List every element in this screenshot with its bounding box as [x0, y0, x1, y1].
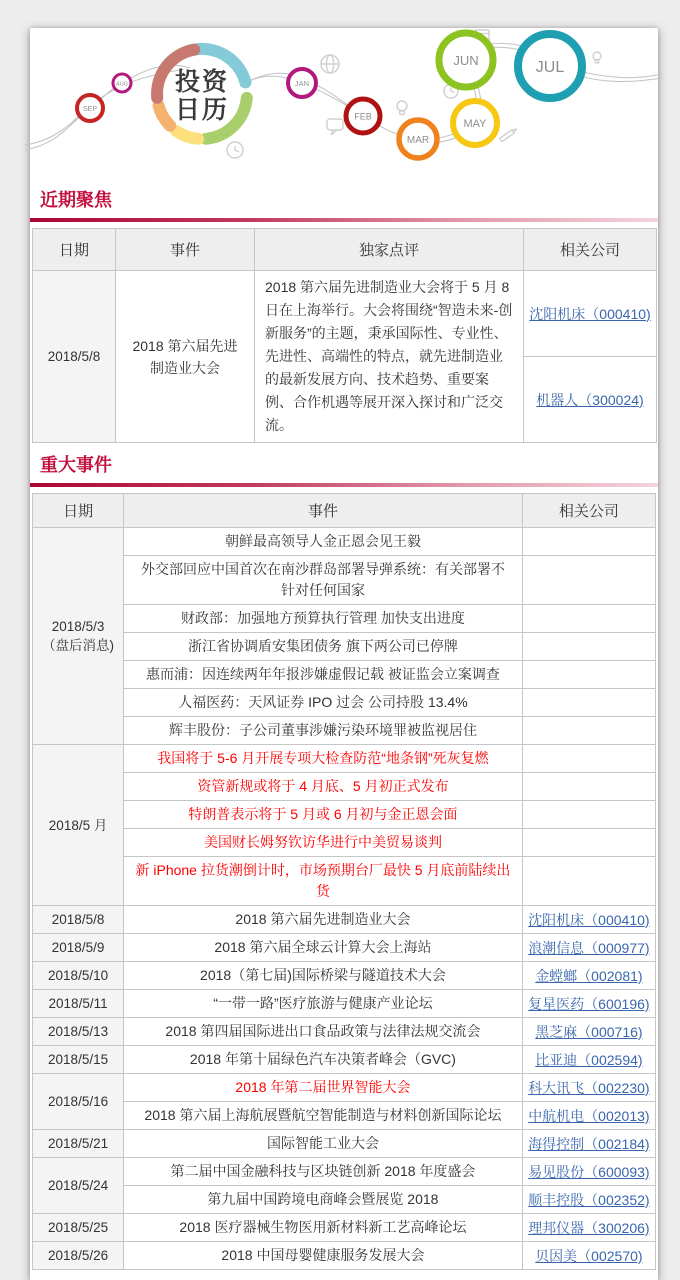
event-row [33, 906, 656, 934]
company-cell [522, 1102, 655, 1130]
event-row [33, 1242, 656, 1270]
column-header-event: 事件 [116, 229, 255, 271]
event-row [33, 801, 656, 829]
company-link[interactable]: 机器人（300024) [536, 391, 644, 408]
svg-text:MAY: MAY [463, 118, 487, 130]
date-cell: 2018/5/9 [33, 934, 124, 962]
date-cell: 2018/5/15 [33, 1046, 124, 1074]
event-text: 第九届中国跨境电商峰会暨展览 2018 [124, 1186, 523, 1214]
event-text: 特朗普表示将于 5 月或 6 月初与金正恩会面 [124, 801, 523, 829]
event-text: 新 iPhone 拉货潮倒计时，市场预期台厂最快 5 月底前陆续出货 [124, 857, 523, 906]
section-title-events: 重大事件 [40, 455, 112, 475]
company-link[interactable]: 易见股份（600093) [528, 1163, 650, 1180]
event-text: 2018 年第十届绿色汽车决策者峰会（GVC) [124, 1046, 523, 1074]
event-text: 我国将于 5-6 月开展专项大检查防范“地条钢”死灰复燃 [124, 745, 523, 773]
company-cell [522, 829, 655, 857]
event-text: 2018 第四届国际进出口食品政策与法律法规交流会 [124, 1018, 523, 1046]
svg-text:AUG: AUG [116, 81, 128, 88]
column-header-company: 相关公司 [522, 494, 655, 528]
company-link[interactable]: 海得控制（002184) [528, 1135, 650, 1152]
event-row [33, 1158, 656, 1186]
events-table-header-row [33, 494, 656, 528]
company-cell [522, 1046, 655, 1074]
focus-event: 2018 第六届先进制造业大会 [116, 271, 255, 443]
logo-arc-yellow [176, 131, 198, 139]
event-row [33, 1102, 656, 1130]
company-link[interactable]: 贝因美（002570) [535, 1247, 643, 1264]
calendar-banner [30, 28, 658, 178]
event-row [33, 717, 656, 745]
date-cell: 2018/5/26 [33, 1242, 124, 1270]
event-row [33, 934, 656, 962]
company-link[interactable]: 顺丰控股（002352) [528, 1191, 650, 1208]
month-circle-feb [346, 99, 380, 133]
column-header-date: 日期 [33, 494, 124, 528]
event-row [33, 661, 656, 689]
event-text: 2018 医疗器械生物医用新材料新工艺高峰论坛 [124, 1214, 523, 1242]
company-cell [522, 773, 655, 801]
section-title-focus: 近期聚焦 [40, 190, 112, 210]
company-link[interactable]: 复星医药（600196) [528, 995, 650, 1012]
event-row [33, 829, 656, 857]
company-cell [522, 1158, 655, 1186]
event-row [33, 857, 656, 906]
month-circle-aug [113, 74, 131, 92]
svg-text:JUL: JUL [535, 59, 565, 76]
company-cell [524, 357, 657, 443]
svg-text:JAN: JAN [294, 79, 310, 88]
date-cell: 2018/5/13 [33, 1018, 124, 1046]
event-row [33, 1074, 656, 1102]
company-cell [522, 1130, 655, 1158]
section-divider [30, 218, 658, 222]
date-cell: 2018/5 月 [33, 745, 124, 906]
event-row [33, 689, 656, 717]
company-cell [522, 962, 655, 990]
month-circle-jan [288, 69, 316, 97]
focus-comment: 2018 第六届先进制造业大会将于 5 月 8 日在上海举行。大会将围绕“智造未来-创新服务”的主题，秉承国际性、专业性、先进性、高端性的特点，就先进制造业的最新发展方向、技术趋势、重要案例、合作机遇等展开深入探讨和广泛交流。 [255, 271, 524, 443]
logo-arc-orange [159, 106, 171, 126]
logo-text-line2: 日历 [174, 96, 230, 124]
company-cell [522, 605, 655, 633]
date-cell: 2018/5/21 [33, 1130, 124, 1158]
event-row [33, 1046, 656, 1074]
company-cell [522, 717, 655, 745]
event-row [33, 962, 656, 990]
company-cell [522, 934, 655, 962]
focus-table [32, 228, 657, 443]
date-cell: 2018/5/25 [33, 1214, 124, 1242]
event-text: 2018 第六届全球云计算大会上海站 [124, 934, 523, 962]
company-cell [522, 857, 655, 906]
column-header-comment: 独家点评 [255, 229, 524, 271]
focus-row [33, 271, 657, 357]
speech-bubble-doodle-icon [327, 119, 343, 135]
date-cell: 2018/5/8 [33, 906, 124, 934]
event-row [33, 745, 656, 773]
event-row [33, 990, 656, 1018]
month-circle-jun [439, 33, 493, 87]
lightbulb-doodle-icon [397, 101, 407, 114]
section-divider [30, 483, 658, 487]
event-text: 人福医药：天风证券 IPO 过会 公司持股 13.4% [124, 689, 523, 717]
event-row [33, 556, 656, 605]
svg-text:MAR: MAR [406, 135, 430, 146]
company-cell [522, 633, 655, 661]
company-cell [522, 745, 655, 773]
event-row [33, 1214, 656, 1242]
company-link[interactable]: 浪潮信息（000977) [528, 939, 650, 956]
lightbulb-doodle-icon [593, 52, 601, 63]
event-text: 国际智能工业大会 [124, 1130, 523, 1158]
event-text: 第二届中国金融科技与区块链创新 2018 年度盛会 [124, 1158, 523, 1186]
company-cell [522, 1214, 655, 1242]
event-text: 2018 第六届上海航展暨航空智能制造与材料创新国际论坛 [124, 1102, 523, 1130]
company-cell [522, 661, 655, 689]
company-link[interactable]: 科大讯飞（002230) [528, 1079, 650, 1096]
event-row [33, 1186, 656, 1214]
company-link[interactable]: 比亚迪（002594) [535, 1051, 643, 1068]
event-row [33, 528, 656, 556]
event-text: “一带一路”医疗旅游与健康产业论坛 [124, 990, 523, 1018]
content-card [30, 28, 658, 1280]
event-text: 2018 中国母婴健康服务发展大会 [124, 1242, 523, 1270]
company-cell [522, 1242, 655, 1270]
event-row [33, 773, 656, 801]
event-text: 浙江省协调盾安集团债务 旗下两公司已停牌 [124, 633, 523, 661]
column-header-date: 日期 [33, 229, 116, 271]
svg-text:SEP: SEP [82, 106, 98, 113]
event-text: 辉丰股份：子公司董事涉嫌污染环境罪被监视居住 [124, 717, 523, 745]
focus-date: 2018/5/8 [33, 271, 116, 443]
date-cell: 2018/5/3 （盘后消息) [33, 528, 124, 745]
event-text: 美国财长姆努钦访华进行中美贸易谈判 [124, 829, 523, 857]
date-cell: 2018/5/16 [33, 1074, 124, 1130]
clock-doodle-icon [227, 142, 243, 158]
logo-text-line1: 投资 [174, 68, 230, 96]
date-cell: 2018/5/24 [33, 1158, 124, 1214]
column-header-event: 事件 [124, 494, 523, 528]
company-cell [522, 906, 655, 934]
event-row [33, 1130, 656, 1158]
company-cell [522, 1018, 655, 1046]
company-link[interactable]: 金螳螂（002081) [535, 967, 643, 984]
event-text: 资管新规或将于 4 月底、5 月初正式发布 [124, 773, 523, 801]
event-text: 财政部：加强地方预算执行管理 加快支出进度 [124, 605, 523, 633]
company-link[interactable]: 理邦仪器（300206) [528, 1219, 650, 1236]
banner-illustration [30, 28, 658, 178]
events-table [32, 493, 656, 1270]
event-text: 朝鲜最高领导人金正恩会见王毅 [124, 528, 523, 556]
company-cell [522, 528, 655, 556]
month-circle-may [453, 101, 497, 145]
company-link[interactable]: 中航机电（002013) [528, 1107, 650, 1124]
company-cell [522, 990, 655, 1018]
svg-text:FEB: FEB [354, 111, 372, 122]
event-text: 2018（第七届)国际桥梁与隧道技术大会 [124, 962, 523, 990]
focus-table-header-row [33, 229, 657, 271]
company-cell [522, 689, 655, 717]
globe-doodle-icon [321, 55, 339, 73]
event-text: 2018 第六届先进制造业大会 [124, 906, 523, 934]
event-text: 外交部回应中国首次在南沙群岛部署导弹系统：有关部署不针对任何国家 [124, 556, 523, 605]
company-cell [522, 1074, 655, 1102]
company-cell [522, 556, 655, 605]
company-link[interactable]: 沈阳机床（000410) [529, 305, 651, 322]
date-cell: 2018/5/10 [33, 962, 124, 990]
event-text: 惠而浦：因连续两年年报涉嫌虚假记载 被证监会立案调查 [124, 661, 523, 689]
company-link[interactable]: 沈阳机床（000410) [528, 911, 650, 928]
month-circle-jul [518, 34, 582, 98]
company-cell [522, 1186, 655, 1214]
month-circle-mar [399, 120, 437, 158]
event-row [33, 1018, 656, 1046]
svg-text:JUN: JUN [453, 53, 479, 68]
event-text: 2018 年第二届世界智能大会 [124, 1074, 523, 1102]
company-cell [522, 801, 655, 829]
event-row [33, 605, 656, 633]
column-header-company: 相关公司 [524, 229, 657, 271]
month-circle-sep [77, 95, 103, 121]
date-cell: 2018/5/11 [33, 990, 124, 1018]
pencil-doodle-icon [499, 128, 517, 142]
company-cell [524, 271, 657, 357]
company-link[interactable]: 黑芝麻（000716) [535, 1023, 643, 1040]
invest-calendar-logo [157, 49, 247, 139]
event-row [33, 633, 656, 661]
